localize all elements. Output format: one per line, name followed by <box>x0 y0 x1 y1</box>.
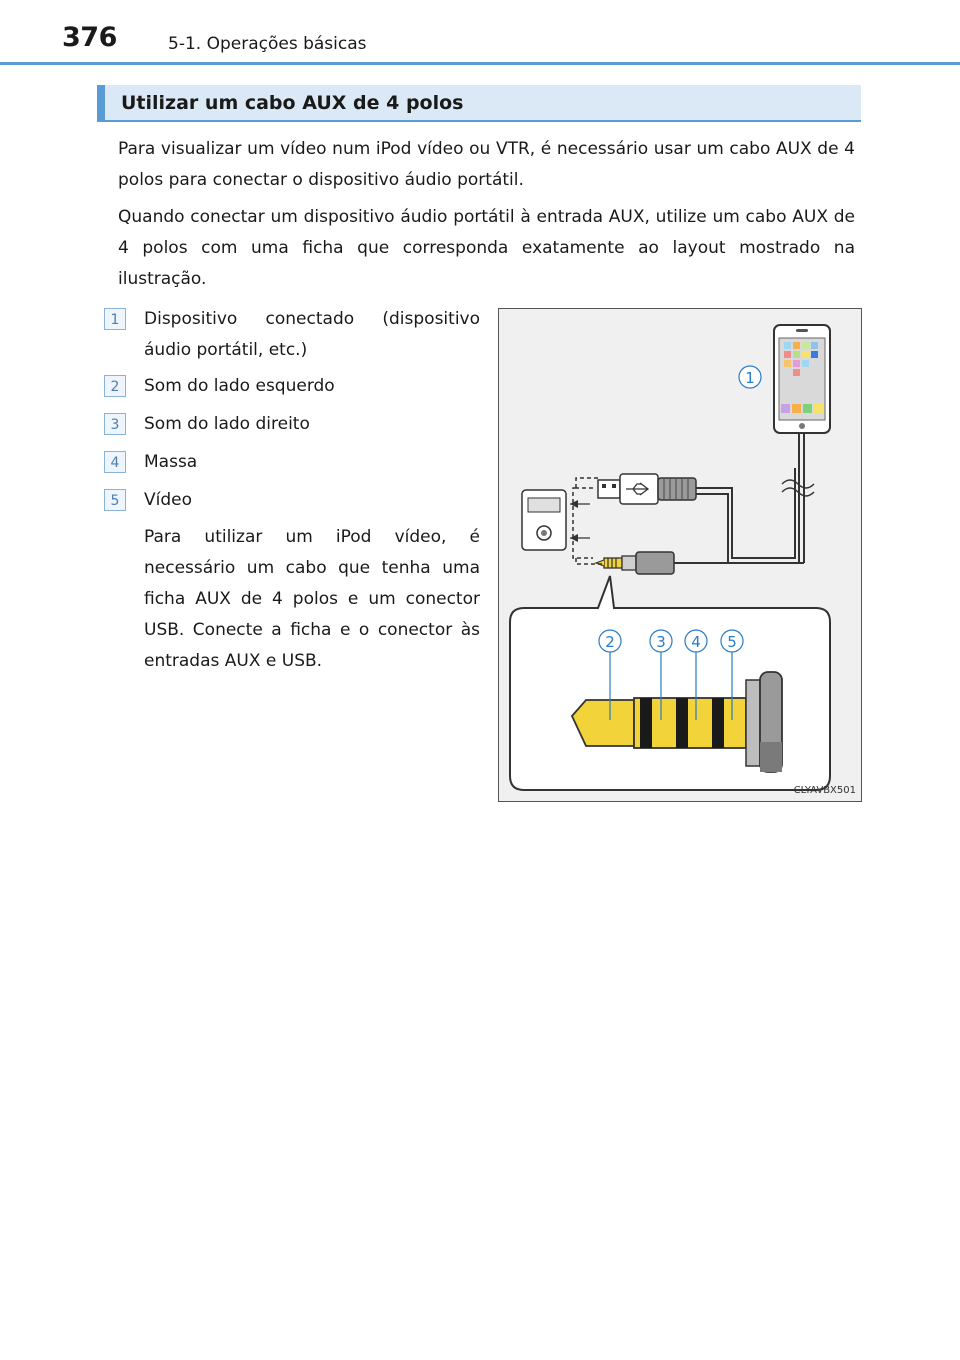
illustration-aux-cable <box>498 308 862 802</box>
page-number: 376 <box>62 22 117 53</box>
callout-label-4: 4 <box>691 633 701 651</box>
figure-code: CLYAVBX501 <box>793 785 856 796</box>
smartphone-icon <box>774 325 830 433</box>
number-badge: 3 <box>104 413 126 435</box>
callout-label-1: 1 <box>745 369 755 387</box>
page-header <box>0 0 960 66</box>
list-item-label: Dispositivo conectado (dispositivo áudio portátil, etc.) <box>144 309 480 360</box>
callout-label-5: 5 <box>727 633 737 651</box>
number-badge: 5 <box>104 489 126 511</box>
list-item-label: Som do lado esquerdo <box>144 376 335 396</box>
list-item-label: Massa <box>144 452 198 472</box>
list-item-label: Vídeo <box>144 490 193 510</box>
usage-note: Para utilizar um iPod vídeo, é necessário um cabo que tenha uma ficha AUX de 4 polos e um conector USB. Conecte a ficha e o conector às entradas AUX e USB. <box>144 527 480 671</box>
header-rule <box>0 62 960 65</box>
chapter-title: 5-1. Operações básicas <box>168 34 367 54</box>
callout-label-2: 2 <box>605 633 615 651</box>
section-title: Utilizar um cabo AUX de 4 polos <box>121 92 464 114</box>
list-item-label: Som do lado direito <box>144 414 310 434</box>
instruction-paragraph: Quando conectar um dispositivo áudio portátil à entrada AUX, utilize um cabo AUX de 4 polos com uma ficha que corresponda exatamente ao layout mostrado na ilustração. <box>118 207 855 289</box>
number-badge: 1 <box>104 308 126 330</box>
illustration-svg <box>498 308 862 802</box>
section-heading <box>97 85 861 122</box>
callout-label-3: 3 <box>656 633 666 651</box>
number-badge: 4 <box>104 451 126 473</box>
number-badge: 2 <box>104 375 126 397</box>
intro-paragraph: Para visualizar um vídeo num iPod vídeo ou VTR, é necessário usar um cabo AUX de 4 polos para conectar o dispositivo áudio portátil. <box>118 139 855 190</box>
